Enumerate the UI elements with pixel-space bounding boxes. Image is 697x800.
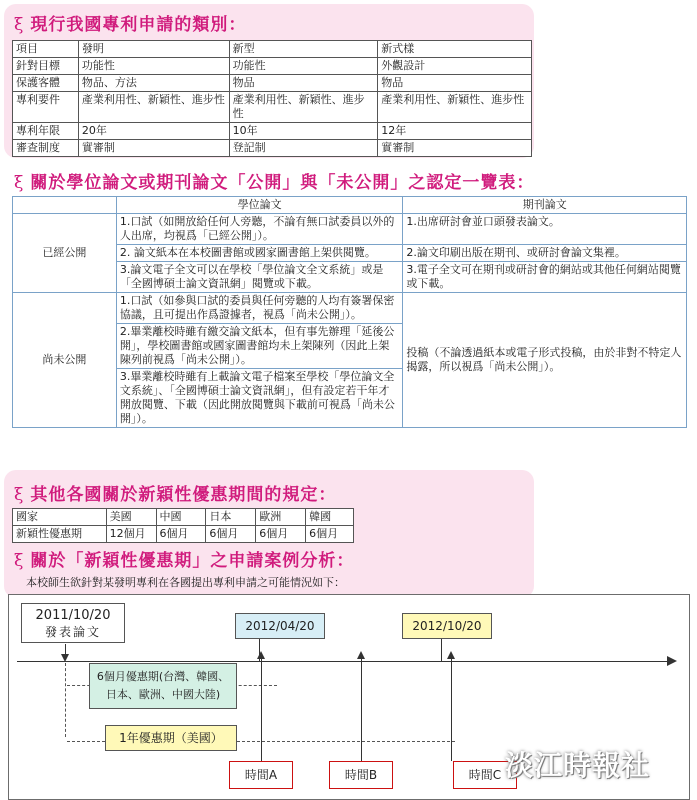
- table-row: [13, 123, 532, 140]
- table-cell: 物品: [378, 75, 532, 92]
- publish-date: 2011/10/20: [35, 608, 111, 623]
- table-cell: 6個月: [206, 526, 256, 543]
- xi-bullet-icon: ξ: [14, 485, 25, 505]
- time-c-label: 時間C: [468, 768, 502, 782]
- date-c-label: 2012/10/20: [412, 619, 482, 633]
- table-cell: 3.電子全文可在期刊或研討會的網站或其他任何網站閱覽或下載。: [403, 262, 687, 293]
- patent-types-table: [12, 40, 532, 157]
- table-cell: 針對目標: [13, 58, 79, 75]
- table-cell: 新式樣: [378, 41, 532, 58]
- table-cell: 項目: [13, 41, 79, 58]
- time-b-label: 時間B: [344, 768, 378, 782]
- table-cell: 日本: [206, 509, 256, 526]
- section3-heading: [14, 480, 336, 505]
- table-cell: 3.畢業離校時雖有上載論文電子檔案至學校「學位論文全文系統」、「全國博碩士論文資訊網」，但有設定若干年才開放閱覽、下載（因此開放閱覽與下載前可視爲「尚未公開」）。: [116, 369, 403, 428]
- section2-heading: [14, 168, 534, 193]
- table-cell: 專利年限: [13, 123, 79, 140]
- date-a-box: [235, 613, 325, 639]
- table-cell: 1.出席研討會並口頭發表論文。: [403, 214, 687, 245]
- section4-title: 關於「新穎性優惠期」之申請案例分析：: [30, 551, 355, 571]
- table-cell: 6個月: [256, 526, 306, 543]
- table-cell: 產業利用性、新穎性、進步性: [78, 92, 229, 123]
- public-row-label: 已經公開: [13, 214, 117, 293]
- table-row: [13, 140, 532, 157]
- table-cell: 物品: [229, 75, 378, 92]
- date-a-label: 2012/04/20: [245, 619, 315, 633]
- table-cell: 2. 論文紙本在本校圖書館或國家圖書館上架供閱覽。: [116, 245, 403, 262]
- section1-title: 現行我國專利申請的類別：: [30, 15, 247, 35]
- table-cell: 產業利用性、新穎性、進步性: [378, 92, 532, 123]
- table-cell: 審查制度: [13, 140, 79, 157]
- table-cell: 12個月: [106, 526, 156, 543]
- table-cell: 實審制: [78, 140, 229, 157]
- table-cell: 10年: [229, 123, 378, 140]
- table-cell: 中國: [156, 509, 206, 526]
- table-cell: 2.畢業離校時雖有繳交論文紙本，但有事先辦理「延後公開」，學校圖書館或國家圖書館均未上架陳列（因此上架陳列前視爲「尚未公開」）。: [116, 324, 403, 369]
- thesis-column-header: 學位論文: [116, 197, 403, 214]
- table-row: [13, 58, 532, 75]
- time-a-line: [261, 657, 262, 761]
- time-b-box: [329, 761, 393, 789]
- date-c-box: [402, 613, 492, 639]
- table-cell: 新型: [229, 41, 378, 58]
- time-a-label: 時間A: [244, 768, 278, 782]
- six-month-line2: 日本、歐洲、中國大陸): [105, 688, 221, 701]
- table-cell: 3.論文電子全文可以在學校「學位論文全文系統」或是「全國博碩士論文資訊網」閱覽或下載。: [116, 262, 403, 293]
- table-row: [13, 214, 687, 245]
- time-b-line: [361, 657, 362, 761]
- disclosure-table: [12, 196, 687, 428]
- six-month-line1: 6個月優惠期(台灣、韓國、: [96, 670, 230, 683]
- table-cell: 6個月: [306, 526, 354, 543]
- private-row-label: 尚未公開: [13, 293, 117, 428]
- table-cell: 登記制: [229, 140, 378, 157]
- publish-label: 發表論文: [44, 625, 101, 639]
- empty-header-cell: [13, 197, 117, 214]
- table-cell: 物品、方法: [78, 75, 229, 92]
- table-row: [13, 92, 532, 123]
- table-cell: 12年: [378, 123, 532, 140]
- journal-column-header: 期刊論文: [403, 197, 687, 214]
- table-cell: 美國: [106, 509, 156, 526]
- table-row: [13, 509, 354, 526]
- table-cell: 國家: [13, 509, 107, 526]
- table-cell: 韓國: [306, 509, 354, 526]
- xi-bullet-icon: ξ: [14, 173, 25, 193]
- table-row: [13, 41, 532, 58]
- table-cell: 1.口試（如開放給任何人旁聽，不論有無口試委員以外的人出席，均視爲「已經公開」）。: [116, 214, 403, 245]
- table-cell: 產業利用性、新穎性、進步性: [229, 92, 378, 123]
- xi-bullet-icon: ξ: [14, 15, 25, 35]
- table-cell: 歐洲: [256, 509, 306, 526]
- timeline-arrow-head: [667, 656, 677, 666]
- table-row: [13, 526, 354, 543]
- section4-heading: [14, 546, 354, 571]
- six-month-bracket: [65, 663, 66, 737]
- table-cell: 保護客體: [13, 75, 79, 92]
- case-intro-text: 本校師生欲針對某發明專利在各國提出專利申請之可能情況如下：: [26, 576, 345, 589]
- section3-title: 其他各國關於新穎性優惠期間的規定：: [30, 485, 337, 505]
- table-cell: 發明: [78, 41, 229, 58]
- newspaper-watermark: 淡江時報社: [505, 749, 651, 782]
- grace-period-table: [12, 508, 354, 543]
- table-cell: 外觀設計: [378, 58, 532, 75]
- table-cell: 2.論文印刷出版在期刊、或研討會論文集裡。: [403, 245, 687, 262]
- publish-date-box: [21, 603, 125, 643]
- time-b-arrow-head: [357, 651, 365, 659]
- time-c-line: [451, 657, 452, 761]
- section2-title: 關於學位論文或期刊論文「公開」與「未公開」之認定一覽表：: [30, 173, 535, 193]
- one-year-label: 1年優惠期（美國）: [119, 731, 223, 745]
- xi-bullet-icon: ξ: [14, 551, 25, 571]
- date-c-line: [441, 639, 442, 661]
- section1-heading: [14, 10, 246, 35]
- table-cell: 1.口試（如參與口試的委員與任何旁聽的人均有簽署保密協議，且可提出作爲證據者，視爲「尚未公開」）。: [116, 293, 403, 324]
- time-c-arrow-head: [447, 651, 455, 659]
- table-row: [13, 75, 532, 92]
- six-month-box: [89, 663, 237, 709]
- table-cell: 6個月: [156, 526, 206, 543]
- table-row: [13, 293, 687, 324]
- table-cell: 專利要件: [13, 92, 79, 123]
- timeline-axis: [17, 661, 669, 662]
- table-cell: 新穎性優惠期: [13, 526, 107, 543]
- table-cell: 20年: [78, 123, 229, 140]
- table-row: [13, 197, 687, 214]
- table-cell: 實審制: [378, 140, 532, 157]
- table-cell: 功能性: [229, 58, 378, 75]
- time-a-arrow-head: [257, 651, 265, 659]
- table-cell: 投稿（不論透過紙本或電子形式投稿，由於非對不特定人揭露，所以視爲「尚未公開」）。: [403, 293, 687, 428]
- one-year-box: [105, 725, 237, 751]
- time-a-box: [229, 761, 293, 789]
- table-cell: 功能性: [78, 58, 229, 75]
